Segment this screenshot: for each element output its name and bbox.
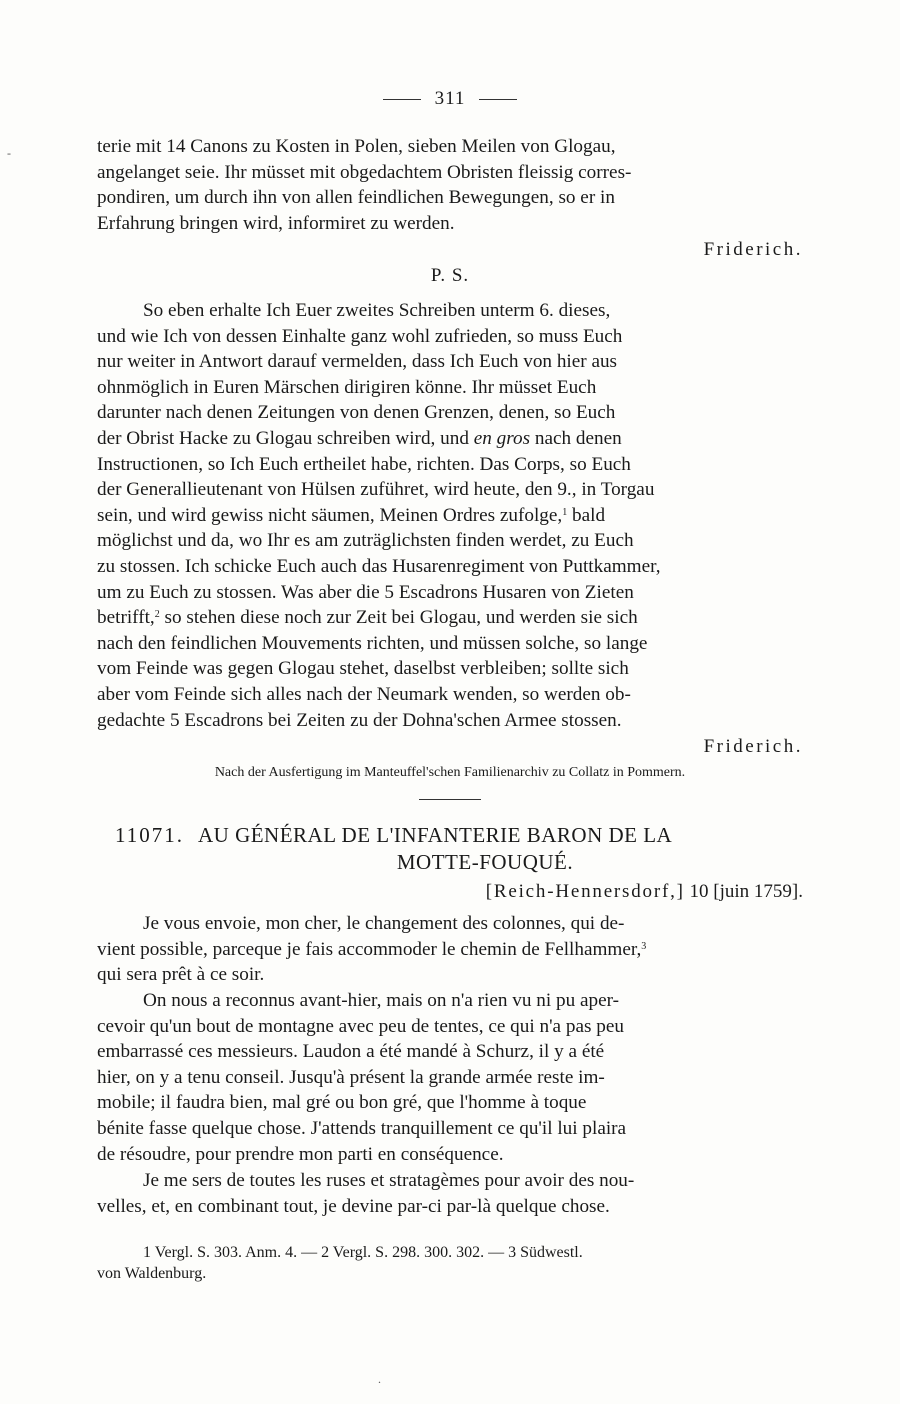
text-span: vient possible, parceque je fais accommoder le chemin de Fellhammer, bbox=[97, 938, 642, 960]
text-span: sein, und wird gewiss nicht säumen, Meinen Ordres zufolge, bbox=[97, 504, 563, 526]
text-line: terie mit 14 Canons zu Kosten in Polen, sieben Meilen von Glogau, bbox=[97, 136, 616, 157]
text-line: Instructionen, so Ich Euch ertheilet habe, richten. Das Corps, so Euch bbox=[97, 453, 631, 475]
text-line: embarrassé ces messieurs. Laudon a été mandé à Schurz, il y a été bbox=[97, 1041, 605, 1063]
text-line: vom Feinde was gegen Glogau stehet, daselbst verbleiben; sollte sich bbox=[97, 658, 629, 680]
text-line: ohnmöglich in Euren Märschen dirigiren könne. Ihr müsset Euch bbox=[97, 376, 597, 398]
signature: Friderich. bbox=[703, 736, 803, 757]
footnote-ref: 1 bbox=[562, 506, 568, 518]
footnotes bbox=[97, 1242, 803, 1284]
text-span: bald bbox=[567, 504, 606, 526]
text-line: und wie Ich von dessen Einhalte ganz wohl zufrieden, so muss Euch bbox=[97, 325, 623, 347]
footnote-line: von Waldenburg. bbox=[97, 1265, 207, 1282]
text-line: nur weiter in Antwort darauf vermelden, dass Ich Euch von hier aus bbox=[97, 351, 618, 373]
text-line: gedachte 5 Escadrons bei Zeiten zu der Dohna'schen Armee stossen. bbox=[97, 709, 622, 731]
section-divider bbox=[97, 799, 803, 800]
letter-heading bbox=[97, 822, 803, 876]
letter-title-continued: MOTTE-FOUQUÉ. bbox=[396, 850, 574, 874]
source-note: Nach der Ausfertigung im Manteuffel'schen Familienarchiv zu Collatz in Pommern. bbox=[214, 765, 686, 780]
divider-rule bbox=[419, 799, 481, 800]
page-header bbox=[97, 88, 803, 110]
text-line: aber vom Feinde sich alles nach der Neumark wenden, so werden ob- bbox=[97, 683, 631, 705]
letter-paragraph-2 bbox=[97, 988, 803, 1167]
text-line: On nous a reconnus avant-hier, mais on n'a rien vu ni pu aper- bbox=[143, 990, 619, 1011]
text-line: Je me sers de toutes les ruses et stratagèmes pour avoir des nou- bbox=[143, 1170, 635, 1191]
header-rule-left bbox=[383, 99, 421, 100]
text-line: darunter nach denen Zeitungen von denen Grenzen, denen, so Euch bbox=[97, 402, 616, 424]
footnote-line: 1 Vergl. S. 303. Anm. 4. — 2 Vergl. S. 298. 300. 302. — 3 Südwestl. bbox=[143, 1244, 583, 1261]
top-paragraph bbox=[97, 134, 803, 236]
page-number: 311 bbox=[434, 88, 466, 109]
heading-line bbox=[97, 822, 803, 849]
text-line: pondiren, um durch ihn von allen feindlichen Bewegungen, so er in bbox=[97, 187, 615, 209]
text-line: Erfahrung bringen wird, informiret zu werden. bbox=[97, 212, 455, 234]
text-line: de résoudre, pour prendre mon parti en conséquence. bbox=[97, 1143, 504, 1165]
text-line bbox=[97, 937, 803, 963]
text-line: um zu Euch zu stossen. Was aber die 5 Escadrons Husaren von Zieten bbox=[97, 581, 634, 603]
text-span: nach denen bbox=[530, 427, 622, 449]
margin-mark: - bbox=[7, 146, 11, 160]
text-line: velles, et, en combinant tout, je devine par-ci par-là quelque chose. bbox=[97, 1195, 610, 1217]
dateline-place: [Reich-Hennersdorf,] bbox=[485, 881, 685, 902]
dateline-date: 10 [juin 1759]. bbox=[689, 881, 803, 902]
text-line: angelanget seie. Ihr müsset mit obgedachtem Obristen fleissig corres- bbox=[97, 161, 632, 183]
margin-mark: . bbox=[378, 1372, 381, 1386]
signature: Friderich. bbox=[703, 239, 803, 260]
header-rule-right bbox=[479, 99, 517, 100]
text-line: hier, on y a tenu conseil. Jusqu'à présent la grande armée reste im- bbox=[97, 1066, 605, 1088]
text-span: so stehen diese noch zur Zeit bei Glogau, und werden sie sich bbox=[159, 607, 638, 629]
text-line: mobile; il faudra bien, mal gré ou bon gré, que l'homme à toque bbox=[97, 1092, 587, 1114]
text-line: qui sera prêt à ce soir. bbox=[97, 964, 265, 986]
text-line: zu stossen. Ich schicke Euch auch das Husarenregiment von Puttkammer, bbox=[97, 555, 661, 577]
letter-number: 11071. bbox=[115, 823, 184, 847]
letter-paragraph-1 bbox=[97, 911, 803, 988]
letter-paragraph-3 bbox=[97, 1168, 803, 1219]
text-span: betrifft, bbox=[97, 607, 155, 629]
text-line: der Generallieutenant von Hülsen zuführet, wird heute, den 9., in Torgau bbox=[97, 479, 655, 501]
text-line: So eben erhalte Ich Euer zweites Schreiben unterm 6. dieses, bbox=[143, 300, 611, 321]
text-line: möglichst und da, wo Ihr es am zuträglichsten finden werdet, zu Euch bbox=[97, 530, 634, 552]
text-line bbox=[97, 503, 803, 529]
footnote-ref: 3 bbox=[641, 940, 647, 952]
text-line: cevoir qu'un bout de montagne avec peu de tentes, ce qui n'a pas peu bbox=[97, 1015, 624, 1037]
footnote-ref: 2 bbox=[154, 609, 160, 621]
text-line: nach den feindlichen Mouvements richten, und müssen solche, so lange bbox=[97, 632, 648, 654]
text-span: der Obrist Hacke zu Glogau schreiben wird, und bbox=[97, 427, 474, 449]
letter-title: AU GÉNÉRAL DE L'INFANTERIE BARON DE LA bbox=[197, 823, 673, 847]
text-line: Je vous envoie, mon cher, le changement des colonnes, qui de- bbox=[143, 913, 625, 934]
text-line bbox=[97, 426, 803, 452]
postscript-paragraph bbox=[97, 298, 803, 733]
dateline bbox=[97, 879, 827, 905]
text-line bbox=[97, 605, 803, 631]
text-line: bénite fasse quelque chose. J'attends tranquillement ce qu'il lui plaira bbox=[97, 1117, 627, 1139]
italic-term: en gros bbox=[473, 427, 531, 449]
postscript-label: P. S. bbox=[430, 265, 470, 286]
